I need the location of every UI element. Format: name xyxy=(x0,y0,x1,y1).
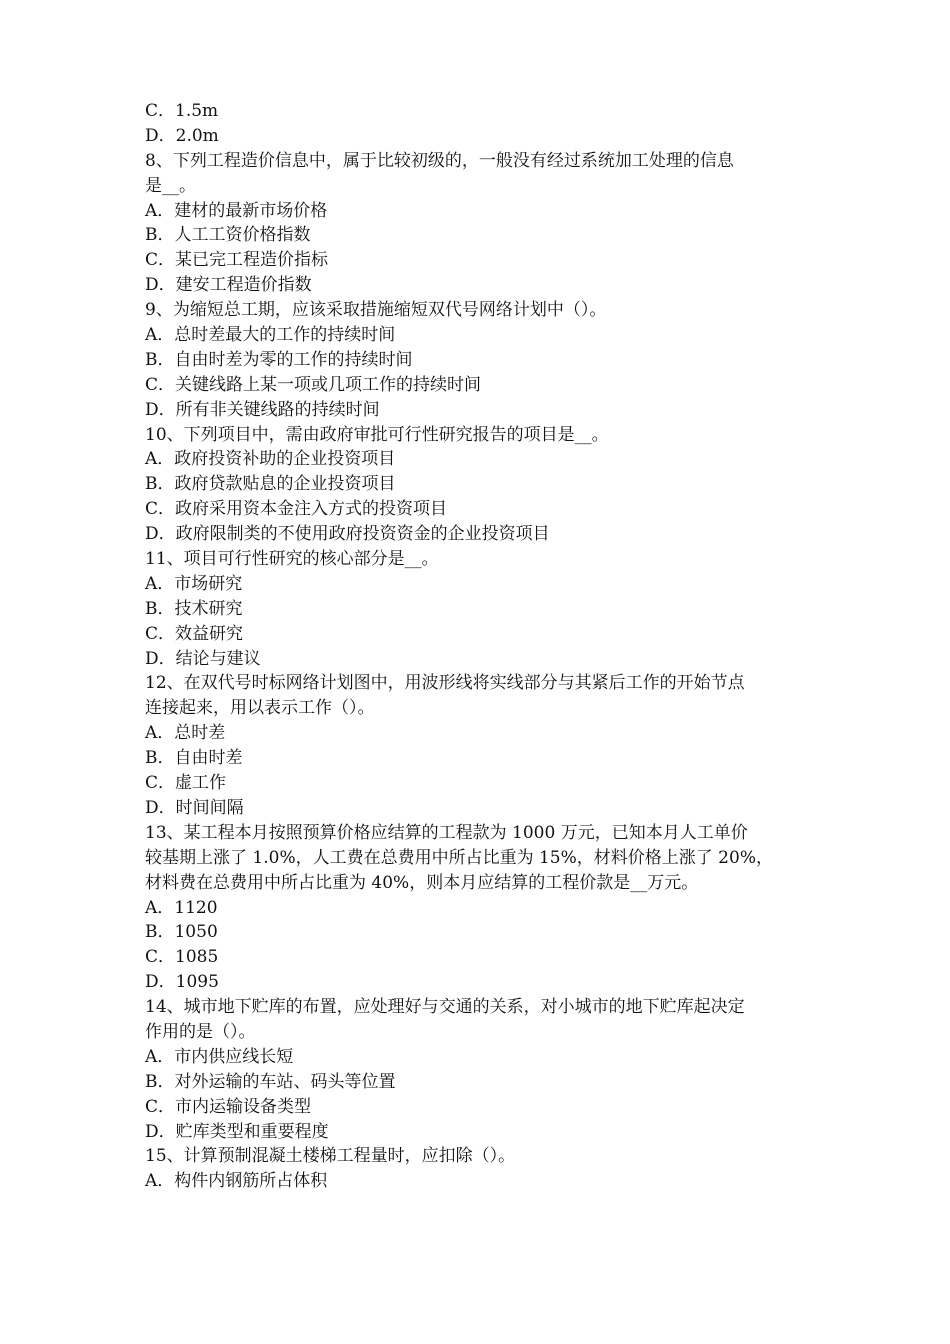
answer-option-line: B．技术研究 xyxy=(145,598,243,619)
question-text-line: 材料费在总费用中所占比重为 40%，则本月应结算的工程价款是__万元。 xyxy=(145,872,699,893)
answer-option-line: C．效益研究 xyxy=(145,623,244,644)
answer-option-line: A．政府投资补助的企业投资项目 xyxy=(145,449,396,470)
answer-option-line: A．建材的最新市场价格 xyxy=(145,200,328,221)
answer-option-line: A．总时差最大的工作的持续时间 xyxy=(145,325,396,346)
answer-option-line: C．政府采用资本金注入方式的投资项目 xyxy=(145,499,448,520)
answer-option-line: B．政府贷款贴息的企业投资项目 xyxy=(145,474,396,495)
answer-option-line: D．贮库类型和重要程度 xyxy=(145,1121,329,1142)
answer-option-line: A．1120 xyxy=(145,897,218,918)
answer-option-line: D．结论与建议 xyxy=(145,648,261,669)
answer-option-line: B．1050 xyxy=(145,922,218,943)
question-text-line: 8、下列工程造价信息中，属于比较初级的，一般没有经过系统加工处理的信息 xyxy=(145,150,734,171)
answer-option-line: D．建安工程造价指数 xyxy=(145,275,312,296)
question-text-line: 是__。 xyxy=(145,175,196,196)
question-text-line: 13、某工程本月按照预算价格应结算的工程款为 1000 万元，已知本月人工单价 xyxy=(145,822,748,843)
answer-option-line: A．总时差 xyxy=(145,723,226,744)
question-text-line: 12、在双代号时标网络计划图中，用波形线将实线部分与其紧后工作的开始节点 xyxy=(145,673,745,694)
answer-option-line: C．虚工作 xyxy=(145,773,227,794)
document-page xyxy=(145,99,810,1194)
answer-option-line: B．人工工资价格指数 xyxy=(145,225,311,246)
document-body xyxy=(145,99,810,1194)
answer-option-line: C．市内运输设备类型 xyxy=(145,1096,312,1117)
question-text-line: 9、为缩短总工期，应该采取措施缩短双代号网络计划中（）。 xyxy=(145,300,607,321)
question-text-line: 14、城市地下贮库的布置，应处理好与交通的关系，对小城市的地下贮库起决定 xyxy=(145,997,745,1018)
answer-option-line: C．某已完工程造价指标 xyxy=(145,250,329,271)
answer-option-line: C．1085 xyxy=(145,947,219,968)
answer-option-line: A．市场研究 xyxy=(145,573,243,594)
answer-option-line: D．政府限制类的不使用政府投资资金的企业投资项目 xyxy=(145,524,550,545)
question-text-line: 较基期上涨了 1.0%，人工费在总费用中所占比重为 15%，材料价格上涨了 20%， xyxy=(145,847,773,868)
question-text-line: 作用的是（）。 xyxy=(145,1021,256,1042)
answer-option-line: B．对外运输的车站、码头等位置 xyxy=(145,1071,396,1092)
answer-option-line: B．自由时差为零的工作的持续时间 xyxy=(145,349,413,370)
question-text-line: 10、下列项目中，需由政府审批可行性研究报告的项目是__。 xyxy=(145,424,609,445)
question-text-line: 11、项目可行性研究的核心部分是__。 xyxy=(145,549,439,570)
answer-option-line: A．构件内钢筋所占体积 xyxy=(145,1171,328,1192)
answer-option-line: D．2.0m xyxy=(145,125,219,146)
answer-option-line: A．市内供应线长短 xyxy=(145,1046,294,1067)
question-text-line: 15、计算预制混凝土楼梯工程量时，应扣除（）。 xyxy=(145,1146,516,1167)
answer-option-line: C．1.5m xyxy=(145,101,219,121)
answer-option-line: C．关键线路上某一项或几项工作的持续时间 xyxy=(145,374,482,395)
answer-option-line: D．时间间隔 xyxy=(145,797,244,818)
answer-option-line: B．自由时差 xyxy=(145,748,243,769)
answer-option-line: D．所有非关键线路的持续时间 xyxy=(145,399,380,420)
answer-option-line: D．1095 xyxy=(145,972,219,993)
question-text-line: 连接起来，用以表示工作（）。 xyxy=(145,698,375,719)
